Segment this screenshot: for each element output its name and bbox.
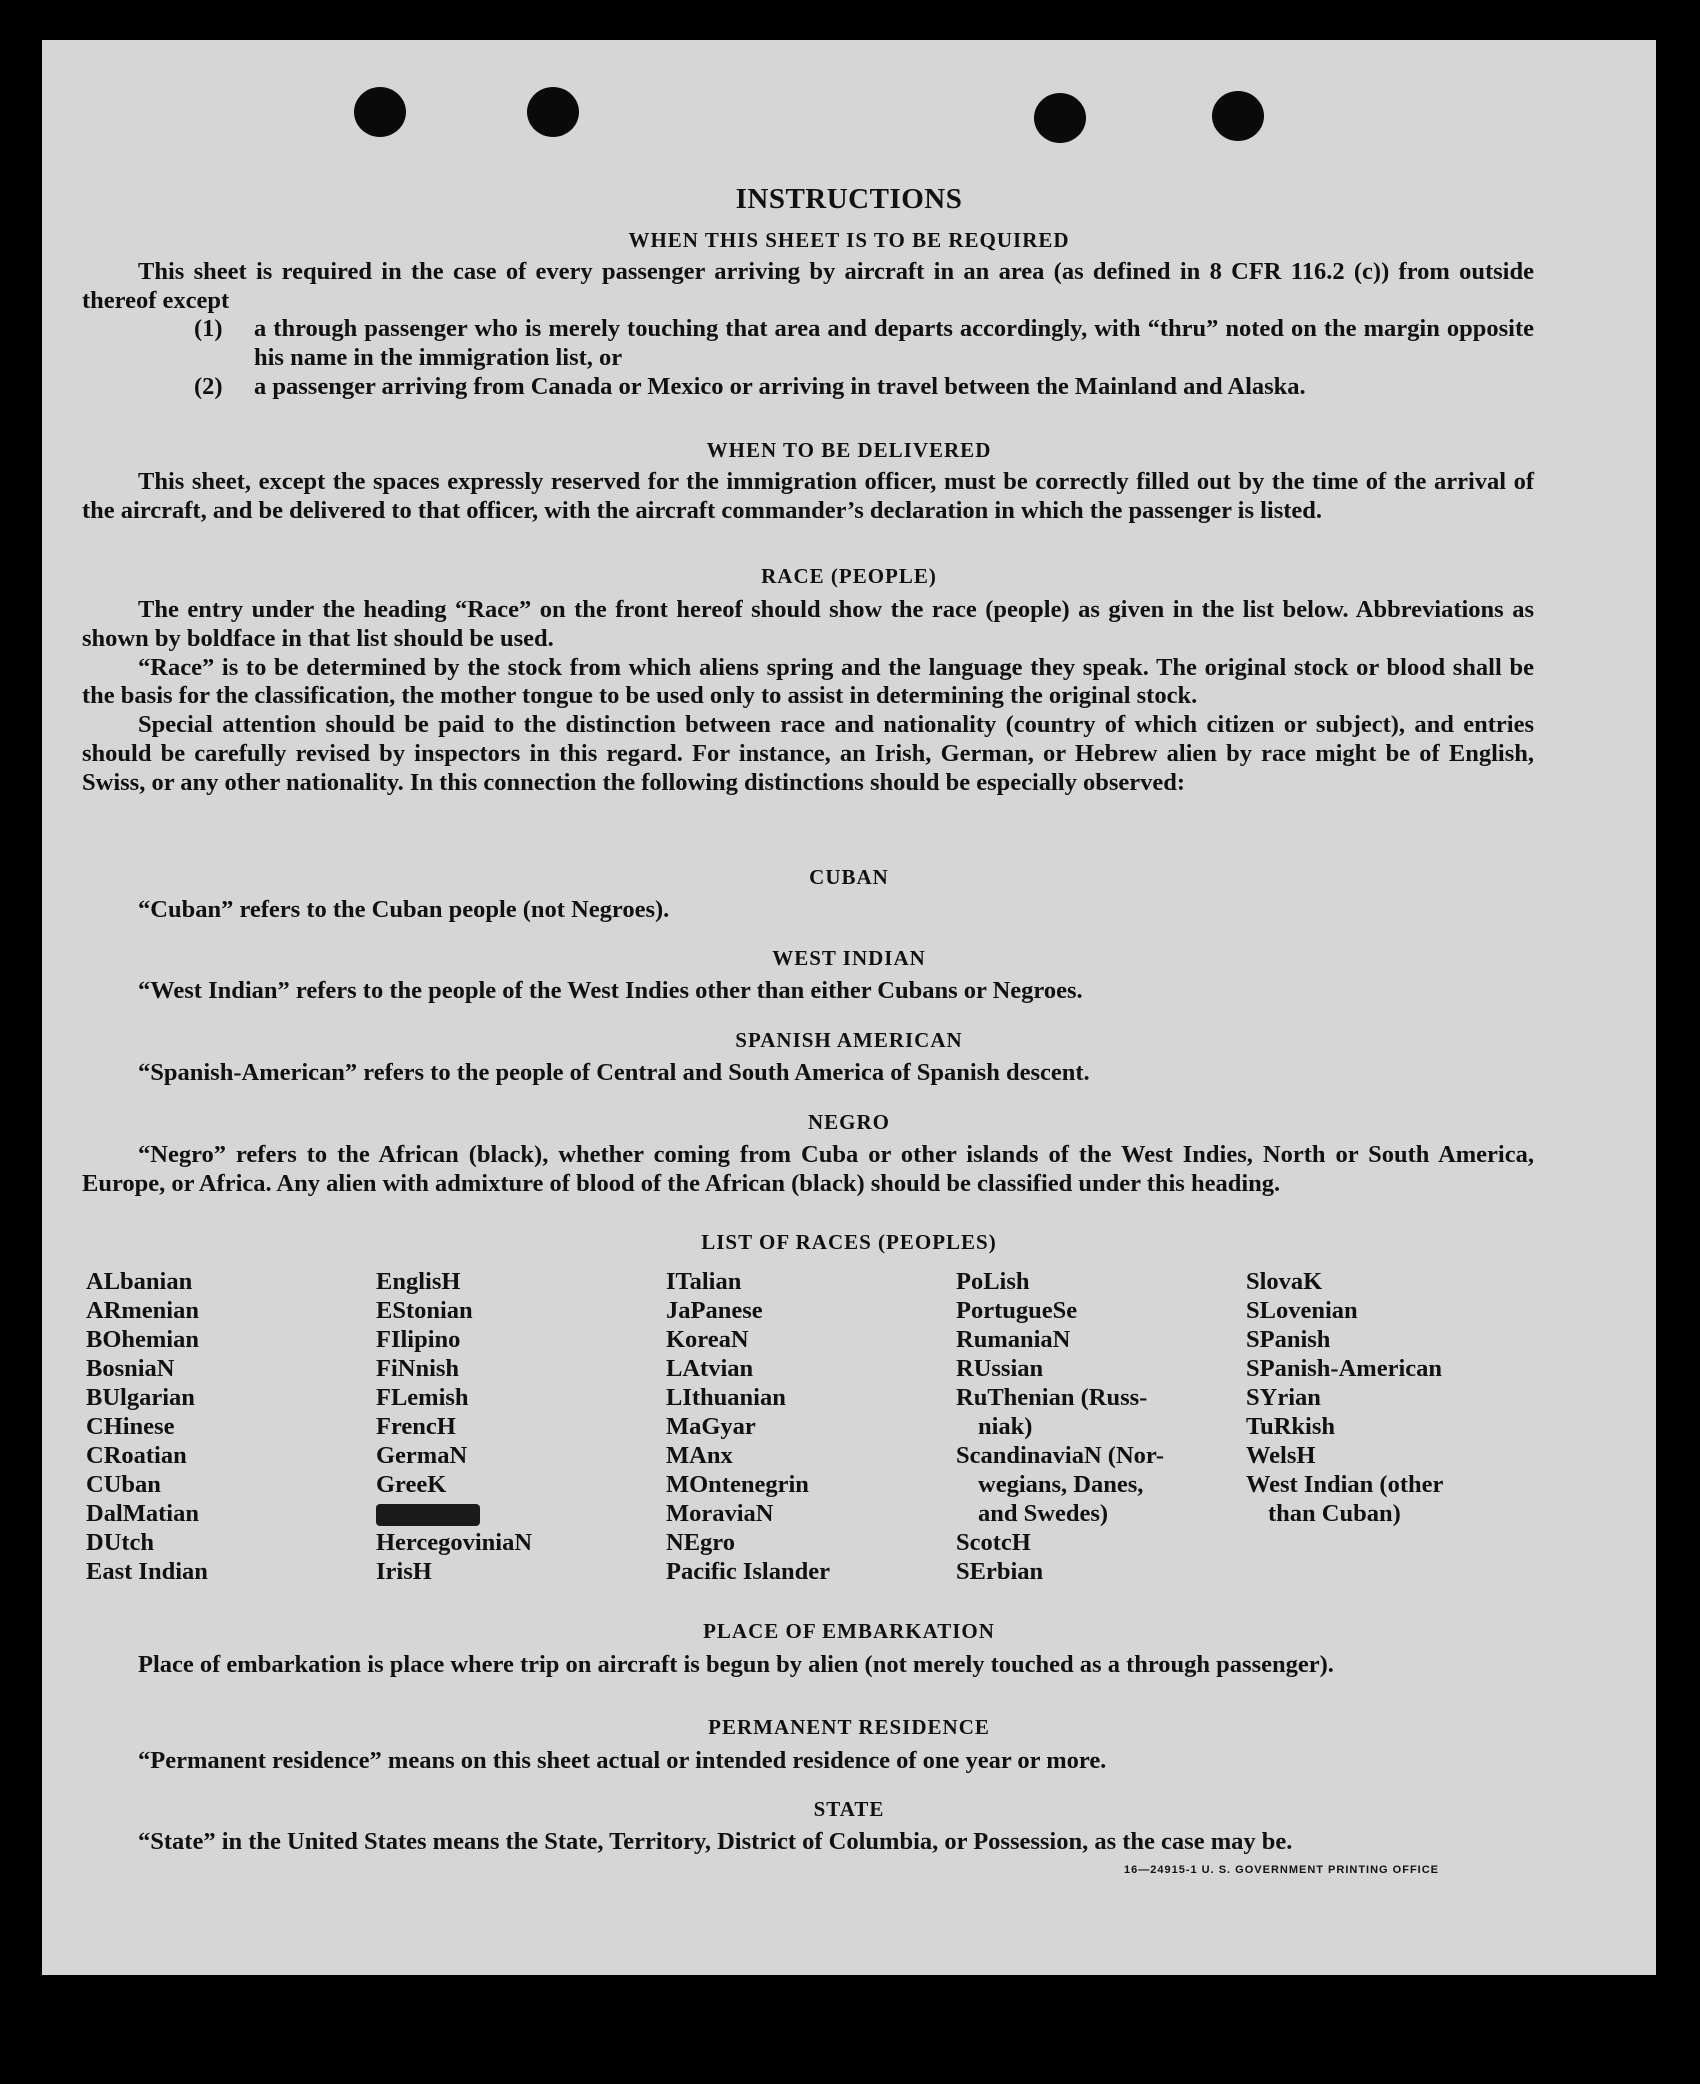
- race-entry-continued: than Cuban): [1268, 1500, 1401, 1527]
- heading-negro: NEGRO: [807, 1110, 890, 1134]
- document-sheet: [42, 40, 1656, 1975]
- race-entry: DUtch: [86, 1529, 155, 1556]
- race-entry: EnglisH: [376, 1268, 461, 1295]
- race-entry: PoLish: [956, 1268, 1030, 1295]
- race-entry: SPanish-American: [1246, 1355, 1442, 1382]
- race-entry: GermaN: [376, 1442, 468, 1469]
- race-entry: DalMatian: [86, 1500, 199, 1527]
- heading-permanent-residence: PERMANENT RESIDENCE: [708, 1715, 990, 1739]
- race-entry: SErbian: [956, 1558, 1044, 1585]
- race-entry: RumaniaN: [956, 1326, 1071, 1353]
- heading-when-required: WHEN THIS SHEET IS TO BE REQUIRED: [628, 228, 1070, 252]
- race-entry: NEgro: [666, 1529, 735, 1556]
- race-entry: FiNnish: [376, 1355, 460, 1382]
- paragraph: “Spanish-American” refers to the people of Central and South America of Spanish descent.: [138, 1059, 1090, 1086]
- paragraph: This sheet is required in the case of every passenger arriving by aircraft in an area (as defined in 8 CFR 116.2 (c)) from outside thereof except: [82, 258, 1534, 314]
- paragraph: “Cuban” refers to the Cuban people (not Negroes).: [138, 896, 670, 923]
- race-entry: RUssian: [956, 1355, 1044, 1382]
- heading-embarkation: PLACE OF EMBARKATION: [703, 1619, 995, 1643]
- item-number: (2): [194, 373, 223, 400]
- race-entry: KoreaN: [666, 1326, 749, 1353]
- race-entry-continued: wegians, Danes,: [978, 1471, 1144, 1498]
- race-entry: MaGyar: [666, 1413, 756, 1440]
- paragraph: Special attention should be paid to the distinction between race and nationality (country of which citizen or subject), and entries should be carefully revised by inspectors in this regard. For instance, an Irish, German, or Hebrew alien by race might be of English, Swiss, or any other nationality. In this connection the following distinctions should be especially observed:: [82, 711, 1534, 796]
- paragraph: This sheet, except the spaces expressly reserved for the immigration officer, must be correctly filled out by the time of the arrival of the aircraft, and be delivered to that officer, with the aircraft commander’s declaration in which the passenger is listed.: [82, 468, 1534, 524]
- race-entry: IrisH: [376, 1558, 432, 1585]
- race-entry: MOntenegrin: [666, 1471, 809, 1498]
- race-entry: LAtvian: [666, 1355, 754, 1382]
- struck-out-entry: [376, 1504, 480, 1526]
- race-entry: SPanish: [1246, 1326, 1331, 1353]
- race-entry: LIthuanian: [666, 1384, 786, 1411]
- exception-item-2: [194, 373, 1534, 402]
- heading-cuban: CUBAN: [809, 865, 889, 889]
- race-entry: SYrian: [1246, 1384, 1321, 1411]
- race-entry: West Indian (other: [1246, 1471, 1444, 1498]
- race-entry: SlovaK: [1246, 1268, 1323, 1295]
- race-entry: ScandinaviaN (Nor-: [956, 1442, 1165, 1469]
- punch-hole: [1212, 91, 1264, 141]
- para-spanish-american: [82, 1059, 1534, 1088]
- race-entry: FrencH: [376, 1413, 456, 1440]
- heading-state: STATE: [813, 1797, 885, 1821]
- race-entry: BUlgarian: [86, 1384, 195, 1411]
- race-entry-continued: and Swedes): [978, 1500, 1109, 1527]
- paragraph: “Permanent residence” means on this sheet actual or intended residence of one year or more.: [138, 1747, 1107, 1774]
- race-entry: ITalian: [666, 1268, 742, 1295]
- para-when-required: [82, 258, 1534, 316]
- heading-spanish-american: SPANISH AMERICAN: [735, 1028, 963, 1052]
- race-entry: CHinese: [86, 1413, 175, 1440]
- race-entry: JaPanese: [666, 1297, 763, 1324]
- race-entry: East Indian: [86, 1558, 208, 1585]
- heading-west-indian: WEST INDIAN: [772, 946, 926, 970]
- para-race: [82, 596, 1534, 798]
- paragraph: “Negro” refers to the African (black), whether coming from Cuba or other islands of the West Indies, North or South America, Europe, or Africa. Any alien with admixture of blood of the African (black) should be classified under this heading.: [82, 1141, 1534, 1197]
- race-entry-redacted: [376, 1499, 532, 1528]
- para-permanent-residence: [82, 1747, 1534, 1776]
- race-entry: RuThenian (Russ-: [956, 1384, 1148, 1411]
- paragraph: “State” in the United States means the State, Territory, District of Columbia, or Possession, as the case may be.: [138, 1828, 1293, 1855]
- race-entry: SLovenian: [1246, 1297, 1358, 1324]
- race-entry: ScotcH: [956, 1529, 1031, 1556]
- item-text: a through passenger who is merely touching that area and departs accordingly, with “thru” noted on the margin opposite his name in the immigration list, or: [254, 315, 1534, 371]
- heading-list-of-races: LIST OF RACES (PEOPLES): [701, 1230, 997, 1254]
- para-west-indian: [82, 977, 1534, 1006]
- race-entry: MoraviaN: [666, 1500, 774, 1527]
- races-column-1: [86, 1267, 208, 1586]
- race-entry: BOhemian: [86, 1326, 199, 1353]
- race-entry: BosniaN: [86, 1355, 175, 1382]
- race-entry: CRoatian: [86, 1442, 187, 1469]
- para-negro: [82, 1141, 1534, 1199]
- race-entry: FLemish: [376, 1384, 469, 1411]
- para-cuban: [82, 896, 1534, 925]
- heading-race: RACE (PEOPLE): [761, 564, 937, 588]
- para-when-delivered: [82, 468, 1534, 526]
- race-entry: EStonian: [376, 1297, 473, 1324]
- race-entry: Pacific Islander: [666, 1558, 830, 1585]
- races-column-5: [1246, 1267, 1443, 1528]
- race-entry: TuRkish: [1246, 1413, 1336, 1440]
- para-state: [82, 1828, 1534, 1857]
- race-entry: FIlipino: [376, 1326, 461, 1353]
- exception-item-1: [194, 315, 1534, 373]
- race-entry: GreeK: [376, 1471, 447, 1498]
- para-embarkation: [82, 1651, 1534, 1680]
- races-column-4: [956, 1267, 1164, 1586]
- race-entry: WelsH: [1246, 1442, 1316, 1469]
- heading-when-delivered: WHEN TO BE DELIVERED: [706, 438, 992, 462]
- item-text: a passenger arriving from Canada or Mexico or arriving in travel between the Mainland and Alaska.: [254, 373, 1306, 400]
- races-column-3: [666, 1267, 830, 1586]
- race-entry-continued: niak): [978, 1413, 1033, 1440]
- races-column-2: [376, 1267, 532, 1586]
- paragraph: “Race” is to be determined by the stock from which aliens spring and the language they speak. The original stock or blood shall be the basis for the classification, the mother tongue to be used only to assist in determining the original stock.: [82, 653, 1534, 710]
- race-entry: CUban: [86, 1471, 161, 1498]
- printer-imprint: 16—24915-1 U. S. GOVERNMENT PRINTING OFFICE: [1124, 1864, 1440, 1876]
- race-entry: ARmenian: [86, 1297, 199, 1324]
- race-entry: MAnx: [666, 1442, 733, 1469]
- race-entry: ALbanian: [86, 1268, 193, 1295]
- punch-hole: [527, 87, 579, 137]
- race-entry: PortugueSe: [956, 1297, 1078, 1324]
- race-entry: HercegoviniaN: [376, 1529, 533, 1556]
- paragraph: The entry under the heading “Race” on the front hereof should show the race (people) as given in the list below. Abbreviations as shown by boldface in that list should be used.: [82, 596, 1534, 652]
- punch-hole: [1034, 93, 1086, 143]
- punch-hole: [354, 87, 406, 137]
- paragraph: Place of embarkation is place where trip on aircraft is begun by alien (not merely touched as a through passenger).: [138, 1651, 1334, 1678]
- item-number: (1): [194, 315, 223, 342]
- page-title: INSTRUCTIONS: [735, 183, 963, 215]
- paragraph: “West Indian” refers to the people of the West Indies other than either Cubans or Negroes.: [138, 977, 1083, 1004]
